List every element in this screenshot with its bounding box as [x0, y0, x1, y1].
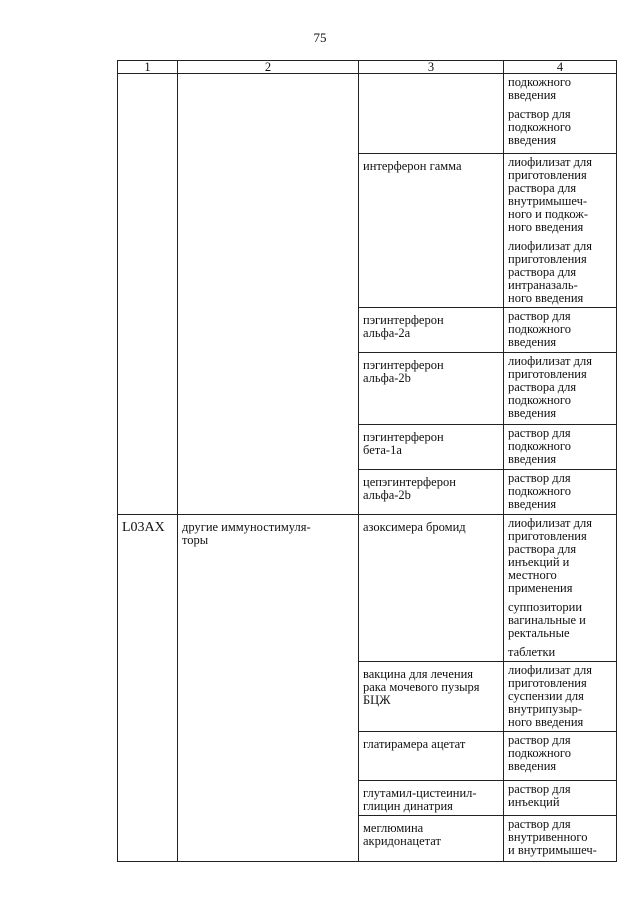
dosage-form-cell: [504, 781, 617, 816]
atc-group-cell: другие иммуностимуля- торы: [178, 515, 359, 862]
dosage-form-cell: [504, 308, 617, 353]
dosage-form-cell: [504, 74, 617, 154]
dosage-form: раствор для подкожного введения: [508, 107, 571, 147]
atc-group-cell: [178, 74, 359, 515]
dosage-form: подкожного введения: [508, 75, 571, 102]
drug-name-cell: цепэгинтерферон альфа-2b: [359, 470, 504, 515]
dosage-form: лиофилизат для приготовления раствора для инъекций и местного применения: [508, 516, 592, 595]
dosage-form: лиофилизат для приготовления раствора для подкожного введения: [508, 354, 592, 420]
dosage-form: лиофилизат для приготовления суспензии для внутрипузыр- ного введения: [508, 663, 592, 729]
dosage-form: таблетки: [508, 645, 556, 659]
dosage-form: раствор для инъекций: [508, 782, 571, 809]
table-header-row: [118, 61, 617, 74]
dosage-form-cell: [504, 515, 617, 662]
dosage-form: лиофилизат для приготовления раствора для внутримышеч- ного и подкож- ного введения: [508, 155, 592, 234]
dosage-form-cell: [504, 816, 617, 862]
drug-name-cell: азоксимера бромид: [359, 515, 504, 662]
atc-code-cell: [118, 74, 178, 515]
drug-name-cell: [359, 74, 504, 154]
dosage-form: лиофилизат для приготовления раствора для интраназаль- ного введения: [508, 239, 592, 305]
dosage-form-cell: [504, 732, 617, 781]
atc-code-cell: L03AX: [118, 515, 178, 862]
column-header: 1: [118, 61, 178, 74]
table-row: [118, 74, 617, 154]
dosage-form: раствор для подкожного введения: [508, 309, 571, 349]
dosage-form: раствор для подкожного введения: [508, 733, 571, 773]
dosage-form: раствор для внутривенного и внутримышеч-: [508, 817, 597, 857]
page-number: 75: [313, 30, 327, 45]
table-row: [118, 515, 617, 662]
dosage-form-cell: [504, 662, 617, 732]
drug-name-cell: глатирамера ацетат: [359, 732, 504, 781]
dosage-form-cell: [504, 425, 617, 470]
drug-name-cell: глутамил-цистеинил- глицин динатрия: [359, 781, 504, 816]
column-header: 4: [504, 61, 617, 74]
dosage-form: суппозитории вагинальные и ректальные: [508, 600, 586, 640]
column-header: 3: [359, 61, 504, 74]
drug-name-cell: пэгинтерферон бета-1а: [359, 425, 504, 470]
table-body: [118, 61, 617, 862]
drug-name-cell: интерферон гамма: [359, 154, 504, 308]
drug-name-cell: вакцина для лечения рака мочевого пузыря БЦЖ: [359, 662, 504, 732]
dosage-form-cell: [504, 154, 617, 308]
drug-name-cell: пэгинтерферон альфа-2а: [359, 308, 504, 353]
dosage-form: раствор для подкожного введения: [508, 471, 571, 511]
drug-name-cell: меглюмина акридонацетат: [359, 816, 504, 862]
drug-name-cell: пэгинтерферон альфа-2b: [359, 353, 504, 425]
drug-table: [117, 60, 617, 862]
column-header: 2: [178, 61, 359, 74]
dosage-form-cell: [504, 353, 617, 425]
dosage-form-cell: [504, 470, 617, 515]
dosage-form: раствор для подкожного введения: [508, 426, 571, 466]
